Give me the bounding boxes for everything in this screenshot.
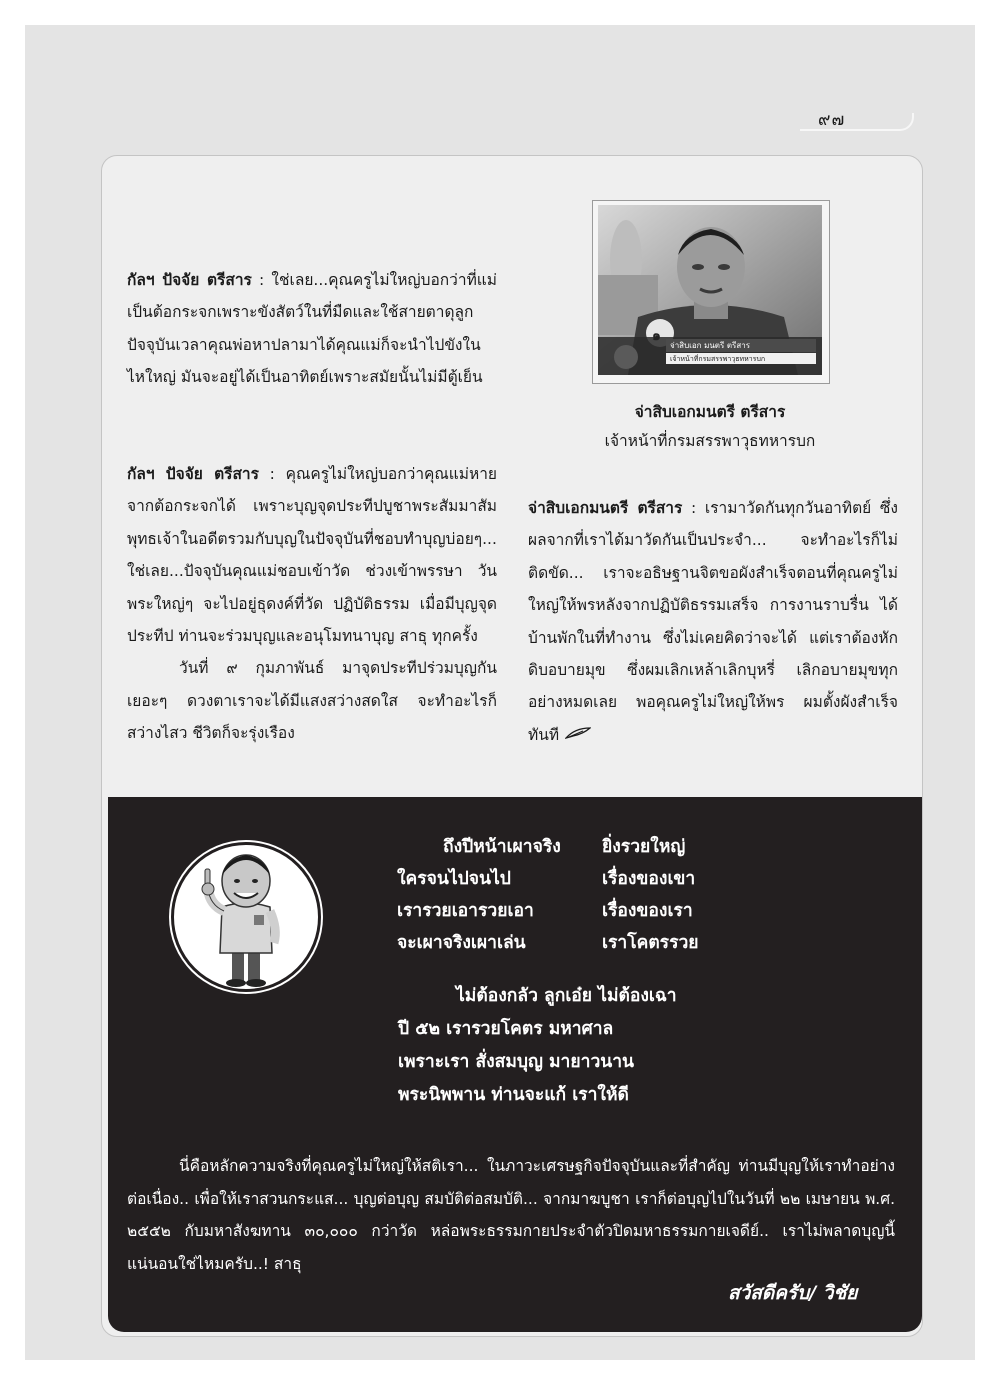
caption-role: เจ้าหน้าที่กรมสรรพาวุธทหารบก (604, 432, 816, 450)
poem-1-line: ใครจนไปจนไป เรื่องของเขา (397, 869, 696, 889)
feather-icon (565, 719, 591, 751)
left-paragraph-2: กัลฯ ปัจจัย ตรีสาร : คุณครูไม่ใหญ่บอกว่าคุณแม่หายจากต้อกระจกได้ เพราะบุญจุดประทีปบูชาพระสัมมาสัมพุทธเจ้าในอดีตรวมกับบุญในปัจจุบันที่ชอบทำบุญบ่อยๆ... ใช่เลย...ปัจจุบันคุณแม่ชอบเข้าวัด ช่วงเข้าพรรษา วันพระใหญ่ๆ จะไปอยู่ธุดงค์ที่วัด ปฏิบัติธรรม เมื่อมีบุญจุดประทีป ท่านจะร่วมบุญและอนุโมทนาบุญ สาธุ ทุกครั้ง (127, 465, 497, 646)
left-column (127, 264, 497, 394)
left-column-2 (127, 458, 497, 750)
closing-paragraph: นี่คือหลักความจริงที่คุณครูไม่ใหญ่ให้สติเรา... ในภาวะเศรษฐกิจปัจจุบันและที่สำคัญ ท่านมีบุญให้เราทำอย่างต่อเนื่อง.. เพื่อให้เราสวนกระแส... บุญต่อบุญ สมบัติต่อสมบัติ... จากมาฆบูชา เราก็ต่อบุญไปในวันที่ ๒๒ เมษายน พ.ศ. ๒๕๕๒ กับมหาสังฆทาน ๓๐,๐๐๐ กว่าวัด หล่อพระธรรมกายประจำตัวปิดมหาธรรมกายเจดีย์.. เราไม่พลาดบุญนี้แน่นอนใช่ไหมครับ..! สาธุ (127, 1157, 895, 1273)
photo-caption (530, 398, 890, 456)
screen-subcaption: เจ้าหน้าที่กรมสรรพาวุธทหารบก (670, 355, 766, 363)
portrait-photo (598, 205, 822, 375)
poem-2-line: ปี ๕๒ เรารวยโคตร มหาศาล (398, 1019, 614, 1039)
page-number: ๙๗ (818, 110, 846, 130)
poem-1 (397, 831, 727, 959)
poem-2-line: พระนิพพาน ท่านจะแก้ เราให้ดี (398, 1085, 629, 1105)
right-column (528, 492, 898, 751)
left-paragraph-3: วันที่ ๙ กุมภาพันธ์ มาจุดประทีปร่วมบุญกันเยอะๆ ดวงตาเราจะได้มีแสงสว่างสดใส จะทำอะไรก็สว่างไสว ชีวิตก็จะรุ่งเรือง (127, 659, 497, 743)
poem-2-line: เพราะเรา สั่งสมบุญ มายาวนาน (398, 1052, 635, 1072)
signature: สวัสดีครับ/ วิชัย (728, 1282, 858, 1304)
poem-2 (398, 980, 677, 1112)
caption-name: จ่าสิบเอกมนตรี ตรีสาร (634, 403, 786, 421)
speaker-name: กัลฯ ปัจจัย ตรีสาร (127, 465, 259, 483)
poem-2-line: ไม่ต้องกลัว ลูกเอ๋ย ไม่ต้องเฉา (456, 986, 677, 1006)
right-paragraph: จ่าสิบเอกมนตรี ตรีสาร : เรามาวัดกันทุกวันอาทิตย์ ซึ่งผลจากที่เราได้มาวัดกันเป็นประจำ... จะทำอะไรก็ไม่ติดขัด... เราจะอธิษฐานจิตขอผังสำเร็จตอนที่คุณครูไม่ใหญ่ให้พรหลังจากปฏิบัติธรรมเสร็จ การงานราบรื่น ได้บ้านพักในที่ทำงาน ซึ่งไม่เคยคิดว่าจะได้ แต่เราต้องหักดิบอบายมุข ซึ่งผมเลิกเหล้าเลิกบุหรี่ เลิกอบายมุขทุกอย่างหมดเลย พอคุณครูไม่ใหญ่ให้พร ผมตั้งผังสำเร็จทันที (528, 492, 898, 751)
poem-1-line: ถึงปีหน้าเผาจริง ยิ่งรวยใหญ่ (443, 837, 686, 857)
poem-1-line: จะเผาจริงเผาเล่น เราโคตรรวย (397, 933, 699, 953)
speaker-name: กัลฯ ปัจจัย ตรีสาร (127, 271, 252, 289)
left-paragraph-1: กัลฯ ปัจจัย ตรีสาร : ใช่เลย...คุณครูไม่ใหญ่บอกว่าที่แม่เป็นต้อกระจกเพราะขังสัตว์ในที่มืดและใช้สายตาดุลูก ปัจจุบันเวลาคุณพ่อหาปลามาได้คุณแม่ก็จะนำไปขังในไหใหญ่ มันจะอยู่ได้เป็นอาทิตย์เพราะสมัยนั้นไม่มีตู้เย็น (127, 271, 497, 387)
screen-logo: ๑ (652, 328, 661, 344)
poem-1-line: เรารวยเอารวยเอา เรื่องของเรา (397, 901, 693, 921)
cartoon-portrait (171, 842, 321, 992)
cartoon-man-illustration (174, 845, 318, 989)
speaker-name: จ่าสิบเอกมนตรี ตรีสาร (528, 499, 683, 517)
screen-caption: จ่าสิบเอก มนตรี ตรีสาร (670, 341, 751, 350)
